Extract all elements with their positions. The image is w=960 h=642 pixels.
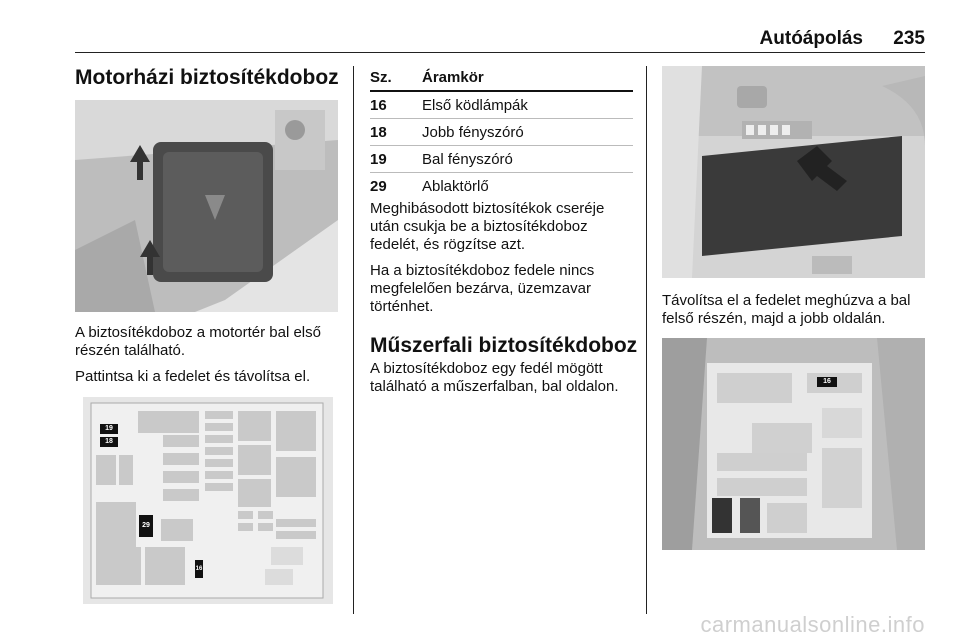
dashboard-cover-photo <box>662 66 925 278</box>
table-row <box>370 146 633 173</box>
paragraph: Ha a biztosítékdoboz fedele nincs megfelelően bezárva, üzemzavar történhet. <box>370 262 595 315</box>
paragraph: Meghibásodott biztosítékok cseréje után csukja be a biztosítékdoboz fedelét, és rögzítse azt. <box>370 200 605 253</box>
fuse-circuit: Bal fényszóró <box>422 146 633 173</box>
engine-fusebox-photo <box>75 100 338 312</box>
page-header <box>75 30 925 53</box>
column-divider <box>353 66 354 614</box>
heading-engine-fusebox: Motorházi biztosítékdoboz <box>75 66 339 89</box>
dashboard-fusebox-photo <box>662 338 925 550</box>
table-row <box>370 91 633 119</box>
table-row <box>370 119 633 146</box>
table-header-row <box>370 66 633 91</box>
fuse-number: 19 <box>370 146 422 173</box>
heading-dashboard-fusebox: Műszerfali biztosítékdoboz <box>370 334 638 357</box>
fuse-label: 16 <box>195 560 203 578</box>
column-divider <box>646 66 647 614</box>
fuse-circuit: Jobb fényszóró <box>422 119 633 146</box>
fuse-table <box>370 66 633 199</box>
engine-fusebox-illustration <box>75 100 338 312</box>
section-title: Autóápolás <box>759 28 863 49</box>
fuse-label: 16 <box>817 377 837 387</box>
dashboard-fusebox-illustration <box>662 338 925 550</box>
fuse-circuit: Ablaktörlő <box>422 177 489 195</box>
fuse-number: 29 <box>370 177 387 195</box>
watermark: carmanualsonline.info <box>700 612 925 637</box>
fuse-number: 16 <box>370 91 422 119</box>
column-header-circuit: Áramkör <box>422 66 633 91</box>
engine-fusebox-diagram <box>83 397 333 604</box>
fuse-circuit: Első ködlámpák <box>422 91 633 119</box>
fuse-label: 19 <box>100 424 118 434</box>
paragraph: A biztosítékdoboz egy fedél mögött található a műszerfalban, bal oldalon. <box>370 360 619 395</box>
column-header-number: Sz. <box>370 66 422 91</box>
fuse-number: 18 <box>370 119 422 146</box>
paragraph: Távolítsa el a fedelet meghúzva a bal felső részén, majd a jobb oldalán. <box>662 292 911 327</box>
table-row <box>370 173 633 200</box>
page-number: 235 <box>893 28 925 49</box>
paragraph: Pattintsa ki a fedelet és távolítsa el. <box>75 368 311 385</box>
paragraph: A biztosítékdoboz a motortér bal első részén található. <box>75 324 321 359</box>
fuse-label: 29 <box>139 515 153 537</box>
dashboard-cover-illustration <box>662 66 925 278</box>
fuse-layout-diagram <box>83 397 333 604</box>
fuse-label: 18 <box>100 437 118 447</box>
